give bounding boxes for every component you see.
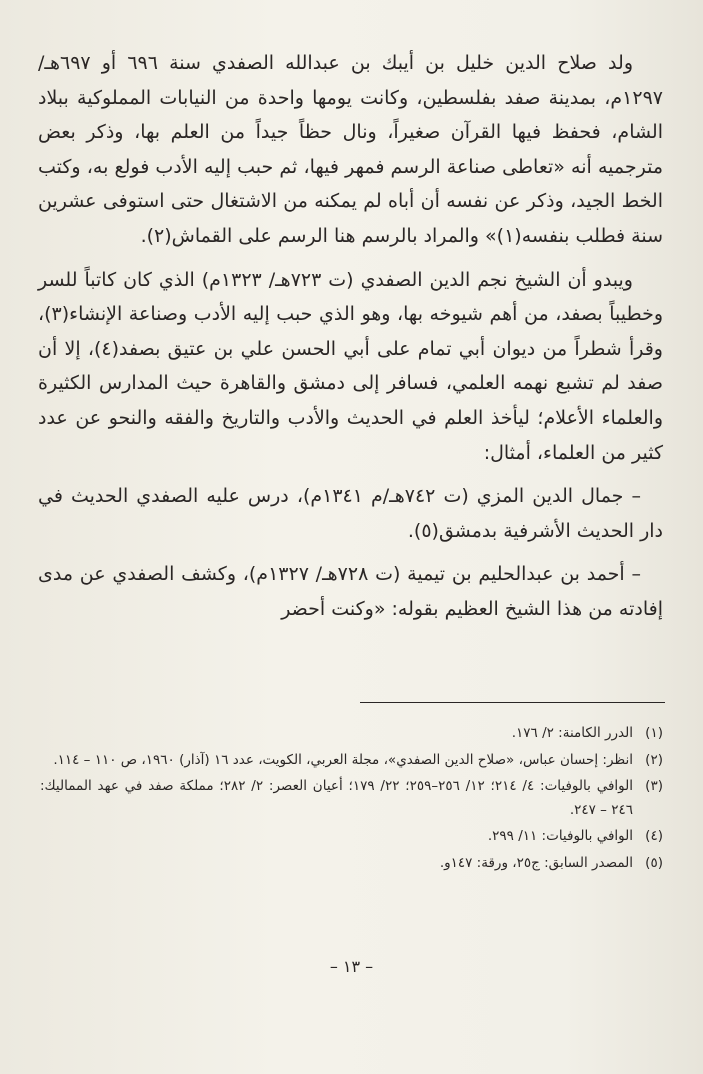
footnotes — [40, 722, 663, 879]
list-item-mizzi: – جمال الدين المزي (ت ٧٤٢هـ/م ١٣٤١م)، درس عليه الصفدي الحديث في دار الحديث الأشرفية بدمشق(٥). — [38, 485, 663, 542]
footnote — [40, 722, 663, 746]
paragraph-teachers: ويبدو أن الشيخ نجم الدين الصفدي (ت ٧٢٣هـ/ ١٣٢٣م) الذي كان كاتباً للسر وخطيباً بصفد، من أهم شيوخه بها، وهو الذي حبب إليه الأدب وصناعة الإنشاء(٣)، وقرأ شطراً من ديوان أبي تمام على أبي الحسن علي بن عتيق بصفد(٤)، إلا أن صفد لم تشبع نهمه العلمي، فسافر إلى دمشق والقاهرة حيث المدارس الكثيرة والعلماء الأعلام؛ ليأخذ العلم في الحديث والأدب والتاريخ والفقه والنحو عن عدد كثير من العلماء، أمثال: — [38, 268, 663, 464]
main-text — [38, 46, 663, 636]
footnote-text: الوافي بالوفيات: ١١/ ٢٩٩. — [487, 828, 633, 845]
footnote-number: (١) — [645, 725, 663, 741]
footnote-text: الدرر الكامنة: ٢/ ١٧٦. — [511, 725, 633, 741]
footnote-number: (٤) — [645, 828, 663, 845]
footnote — [40, 852, 663, 876]
footnote-number: (٣) — [645, 778, 663, 795]
paragraph-birth: ولد صلاح الدين خليل بن أيبك بن عبدالله الصفدي سنة ٦٩٦ أو ٦٩٧هـ/ ١٢٩٧م، بمدينة صفد بفلسطين، وكانت يومها واحدة من النيابات المملوكية ببلاد الشام، فحفظ فيها القرآن صغيراً، ونال حظاً جيداً من العلم بها، وذكر بعض مترجميه أنه «تعاطى صناعة الرسم فمهر فيها، ثم حبب إليه الأدب فولع به، وكتب الخط الجيد، وذكر عن نفسه أن أباه لم يمكنه من الاشتغال حتى استوفى عشرين سنة فطلب بنفسه(١)» والمراد بالرسم هنا الرسم على القماش(٢). — [38, 52, 663, 247]
footnote-separator — [360, 702, 665, 703]
page-number: – ١٣ – — [329, 957, 374, 976]
footnote-number: (٥) — [645, 854, 663, 871]
footnote-text: المصدر السابق: ج٢٥، ورقة: ١٤٧و. — [439, 854, 633, 871]
list-item-ibn-taymiyya: – أحمد بن عبدالحليم بن تيمية (ت ٧٢٨هـ/ ١٣٢٧م)، وكشف الصفدي عن مدى إفادته من هذا الشيخ العظيم بقوله: «وكنت أحضر — [38, 563, 663, 620]
footnote-text: الوافي بالوفيات: ٤/ ٢١٤؛ ١٢/ ٢٥٦–٢٥٩؛ ٢٢/ ١٧٩؛ أعيان العصر: ٢/ ٢٨٢؛ مملكة صفد في عهد المماليك: ٢٤٦ – ٢٤٧. — [40, 778, 633, 818]
footnote-text: انظر: إحسان عباس، «صلاح الدين الصفدي»، مجلة العربي، الكويت، عدد ١٦ (آذار) ١٩٦٠، ص ١١٠ – ١١٤. — [53, 751, 633, 768]
footnote — [40, 775, 663, 822]
footnote-number: (٢) — [645, 751, 663, 768]
footnote — [40, 825, 663, 849]
footnote — [40, 749, 663, 773]
